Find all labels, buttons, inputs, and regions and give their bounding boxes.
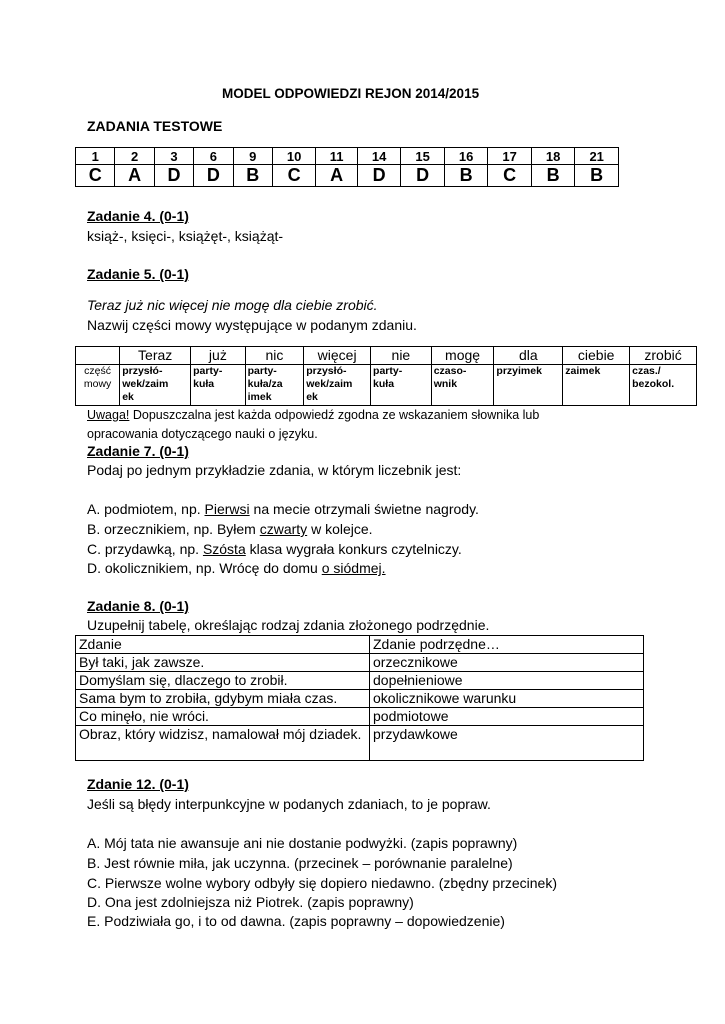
answers-letters-row <box>76 165 619 187</box>
word-cell: ciebie <box>563 347 630 365</box>
answer-letter: D <box>357 165 401 187</box>
parts-of-speech-table <box>75 346 697 406</box>
table-header-row <box>76 636 644 654</box>
task5-note-line2: opracowania dotyczącego nauki o języku. <box>87 427 318 441</box>
answer-number: 1 <box>76 148 115 165</box>
word-cell: więcej <box>304 347 371 365</box>
part-cell: party- kuła <box>371 365 432 406</box>
parts-row <box>76 365 697 406</box>
answer-number: 18 <box>531 148 575 165</box>
part-cell: party- kuła <box>191 365 245 406</box>
answer-letter: C <box>272 165 316 187</box>
task12-heading: Zdanie 12. (0-1) <box>87 776 189 792</box>
table-row: Co minęło, nie wróci. podmiotowe <box>76 708 644 726</box>
answer-number: 11 <box>316 148 357 165</box>
task4-heading: Zadanie 4. (0-1) <box>87 208 189 224</box>
word-cell: już <box>191 347 245 365</box>
answer-letter: C <box>76 165 115 187</box>
answer-number: 6 <box>194 148 233 165</box>
task5-heading: Zadanie 5. (0-1) <box>87 266 189 282</box>
task12-item: C. Pierwsze wolne wybory odbyły się dopiero niedawno. (zbędny przecinek) <box>87 875 558 891</box>
task12-instruction: Jeśli są błędy interpunkcyjne w podanych zdaniach, to je popraw. <box>87 796 491 812</box>
word-cell: mogę <box>431 347 494 365</box>
task7-item-d: D. okolicznikiem, np. Wrócę do domu o siódmej. <box>87 560 386 576</box>
answer-letter: D <box>154 165 193 187</box>
word-cell: zrobić <box>630 347 697 365</box>
part-cell: przysłó- wek/zaim ek <box>304 365 371 406</box>
note-text: Dopuszczalna jest każda odpowiedź zgodna ze wskazaniem słownika lub <box>129 408 540 422</box>
task12-item: E. Podziwiała go, i to od dawna. (zapis poprawny – dopowiedzenie) <box>87 913 505 929</box>
page-title: MODEL ODPOWIEDZI REJON 2014/2015 <box>222 86 480 101</box>
answers-numbers-row <box>76 148 619 165</box>
task7-instruction: Podaj po jednym przykładzie zdania, w którym liczebnik jest: <box>87 462 462 478</box>
answer-number: 9 <box>233 148 272 165</box>
answer-number: 15 <box>401 148 445 165</box>
task5-sentence: Teraz już nic więcej nie mogę dla ciebie zrobić. <box>87 297 378 313</box>
empty-cell <box>76 347 120 365</box>
part-cell: czaso- wnik <box>431 365 494 406</box>
task8-instruction: Uzupełnij tabelę, określając rodzaj zdania złożonego podrzędnie. <box>87 617 490 633</box>
task4-answer: książ-, księci-, książęt-, książąt- <box>87 228 284 244</box>
answer-letter: B <box>575 165 619 187</box>
words-row <box>76 347 697 365</box>
part-cell: party- kuła/za imek <box>245 365 304 406</box>
word-cell: nie <box>371 347 432 365</box>
task7-item-a: A. podmiotem, np. Pierwsi na mecie otrzymali świetne nagrody. <box>87 501 479 517</box>
part-cell: czas./ bezokol. <box>630 365 697 406</box>
answer-letter: A <box>316 165 357 187</box>
part-cell: przyimek <box>494 365 563 406</box>
answer-letter: D <box>401 165 445 187</box>
task7-item-b: B. orzecznikiem, np. Byłem czwarty w kolejce. <box>87 521 373 537</box>
answer-number: 2 <box>115 148 154 165</box>
header-cell: Zdanie <box>76 636 370 654</box>
task7-item-c: C. przydawką, np. Szósta klasa wygrała konkurs czytelniczy. <box>87 541 462 557</box>
header-cell: Zdanie podrzędne… <box>370 636 644 654</box>
part-cell: przysłó- wek/zaim ek <box>120 365 191 406</box>
table-row: Obraz, który widzisz, namalował mój dziadek. przydawkowe <box>76 726 644 761</box>
task5-instruction: Nazwij części mowy występujące w podanym zdaniu. <box>87 317 417 333</box>
word-cell: nic <box>245 347 304 365</box>
note-label: Uwaga! <box>87 408 130 422</box>
table-row: Domyślam się, dlaczego to zrobił. dopełnieniowe <box>76 672 644 690</box>
answer-letter: C <box>488 165 532 187</box>
word-cell: Teraz <box>120 347 191 365</box>
answer-number: 17 <box>488 148 532 165</box>
task7-heading: Zadanie 7. (0-1) <box>87 443 189 459</box>
task12-item: A. Mój tata nie awansuje ani nie dostanie podwyżki. (zapis poprawny) <box>87 835 518 851</box>
word-cell: dla <box>494 347 563 365</box>
task5-note <box>87 408 539 422</box>
answer-number: 3 <box>154 148 193 165</box>
answer-letter: D <box>194 165 233 187</box>
test-heading: ZADANIA TESTOWE <box>87 118 223 134</box>
task12-item: B. Jest równie miła, jak uczynna. (przecinek – porównanie paralelne) <box>87 855 513 871</box>
row-label: część mowy <box>76 365 120 406</box>
task12-item: D. Ona jest zdolniejsza niż Piotrek. (zapis poprawny) <box>87 894 414 910</box>
table-row: Był taki, jak zawsze. orzecznikowe <box>76 654 644 672</box>
answer-number: 16 <box>444 148 488 165</box>
answer-letter: B <box>444 165 488 187</box>
answer-letter: B <box>233 165 272 187</box>
part-cell: zaimek <box>563 365 630 406</box>
clause-types-table <box>75 635 644 761</box>
answers-table <box>75 147 619 187</box>
answer-letter: B <box>531 165 575 187</box>
answer-letter: A <box>115 165 154 187</box>
answer-number: 10 <box>272 148 316 165</box>
task8-heading: Zadanie 8. (0-1) <box>87 598 189 614</box>
answer-number: 14 <box>357 148 401 165</box>
table-row: Sama bym to zrobiła, gdybym miała czas. okolicznikowe warunku <box>76 690 644 708</box>
answer-number: 21 <box>575 148 619 165</box>
